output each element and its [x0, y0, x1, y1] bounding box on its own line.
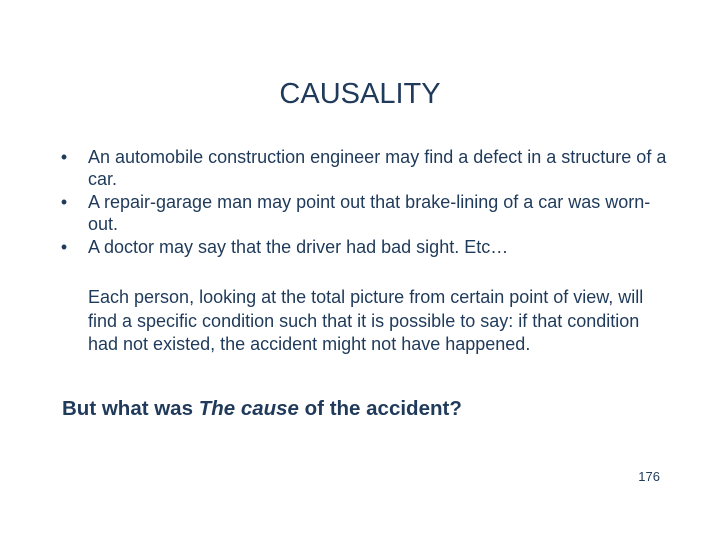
bullet-marker: •	[60, 192, 68, 212]
bullet-list	[58, 146, 678, 259]
bullet-item	[58, 236, 678, 258]
bullet-item	[58, 191, 678, 235]
bullet-marker: •	[60, 237, 68, 257]
page-number: 176	[638, 469, 660, 484]
closing-question	[62, 395, 682, 423]
bullet-text: A doctor may say that the driver had bad sight. Etc…	[88, 237, 509, 257]
slide-title: CAUSALITY	[279, 78, 441, 110]
bullet-text: A repair-garage man may point out that brake-lining of a car was worn-out.	[88, 192, 651, 234]
bullet-marker: •	[60, 147, 68, 167]
question-emphasis: The cause	[198, 397, 299, 420]
bullet-text: An automobile construction engineer may find a defect in a structure of a car.	[88, 147, 667, 189]
bullet-item	[58, 146, 678, 190]
question-tail: of the accident?	[298, 397, 462, 420]
question-lead: But what was	[62, 397, 199, 420]
explanation-paragraph: Each person, looking at the total picture from certain point of view, will find a specific condition such that it is possible to say: if that condition had not existed, the accident might not have happened.	[88, 287, 644, 354]
